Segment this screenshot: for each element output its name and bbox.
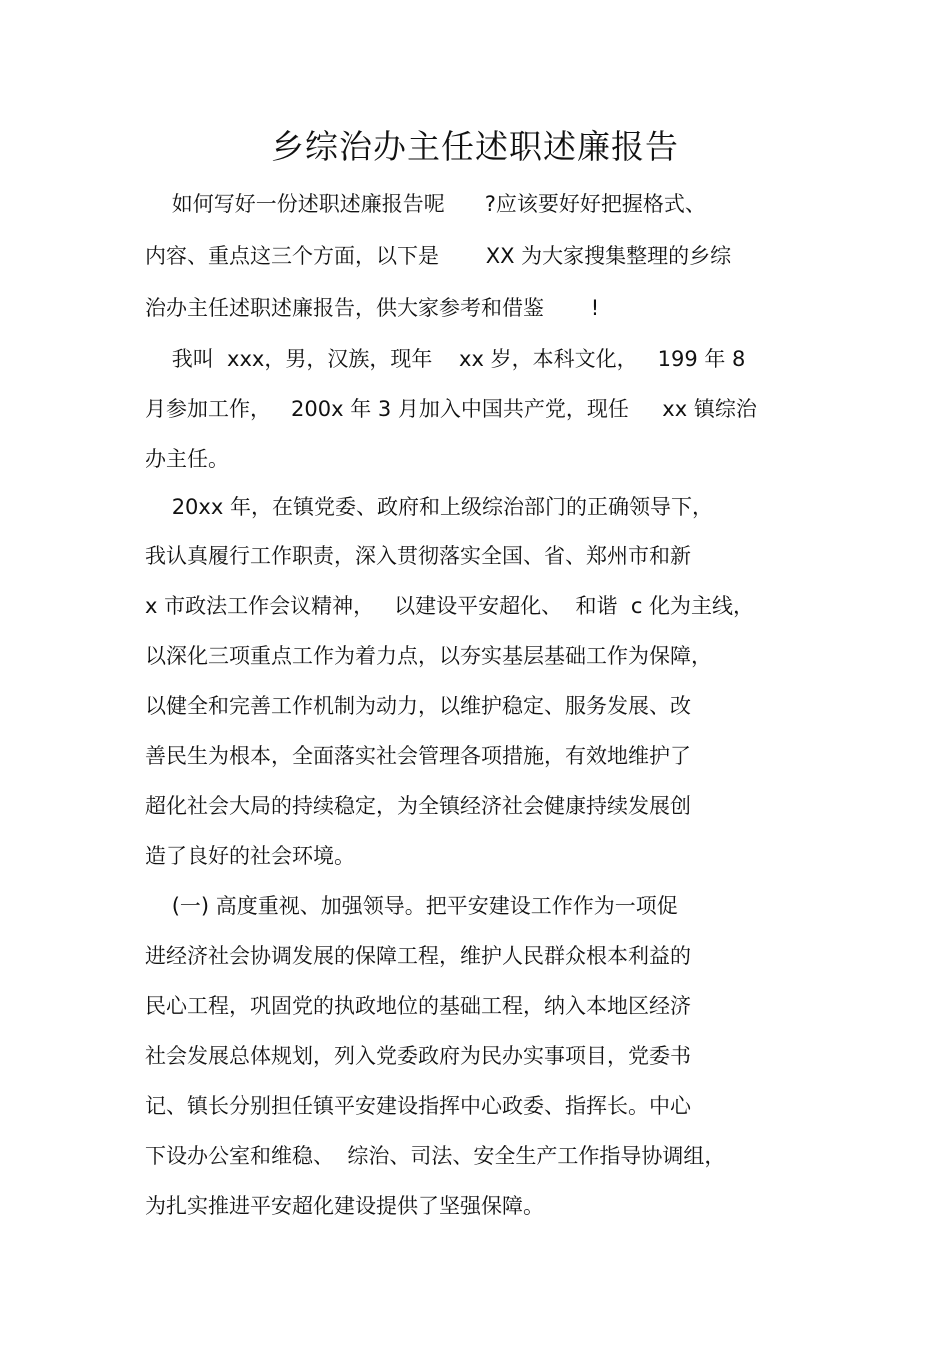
document-title: 乡综治办主任述职述廉报告 [271,127,679,166]
body-line: 内容、重点这三个方面，以下是 XX 为大家搜集整理的乡综 [145,244,732,268]
body-line: 办主任。 [145,447,229,471]
body-line: 如何写好一份述职述廉报告呢 ?应该要好好把握格式、 [145,192,706,216]
body-line: 我叫 xxx，男，汉族，现年 xx 岁，本科文化， 199 年 8 [145,347,746,371]
body-line: 我认真履行工作职责，深入贯彻落实全国、省、郑州市和新 [145,544,691,568]
body-line: 以深化三项重点工作为着力点，以夯实基层基础工作为保障， [145,644,712,668]
body-line: 下设办公室和维稳、 综治、司法、安全生产工作指导协调组， [145,1144,726,1168]
body-line: (一) 高度重视、加强领导。把平安建设工作作为一项促 [145,894,678,918]
body-line: 月参加工作， 200x 年 3 月加入中国共产党，现任 xx 镇综治 [145,397,757,421]
body-line: 进经济社会协调发展的保障工程，维护人民群众根本利益的 [145,944,691,968]
body-line: 造了良好的社会环境。 [145,844,355,868]
body-line: 社会发展总体规划，列入党委政府为民办实事项目，党委书 [145,1044,691,1068]
body-line: 以健全和完善工作机制为动力，以维护稳定、服务发展、改 [145,694,691,718]
body-line: 民心工程，巩固党的执政地位的基础工程，纳入本地区经济 [145,994,691,1018]
body-line: 记、镇长分别担任镇平安建设指挥中心政委、指挥长。中心 [145,1094,691,1118]
body-line: x 市政法工作会议精神， 以建设平安超化、 和谐 c 化为主线， [145,594,755,618]
body-line: 治办主任述职述廉报告，供大家参考和借鉴 ! [145,296,600,320]
body-line: 善民生为根本，全面落实社会管理各项措施，有效地维护了 [145,744,691,768]
body-line: 超化社会大局的持续稳定，为全镇经济社会健康持续发展创 [145,794,691,818]
body-line: 20xx 年，在镇党委、政府和上级综治部门的正确领导下， [145,495,713,519]
body-line: 为扎实推进平安超化建设提供了坚强保障。 [145,1194,544,1218]
